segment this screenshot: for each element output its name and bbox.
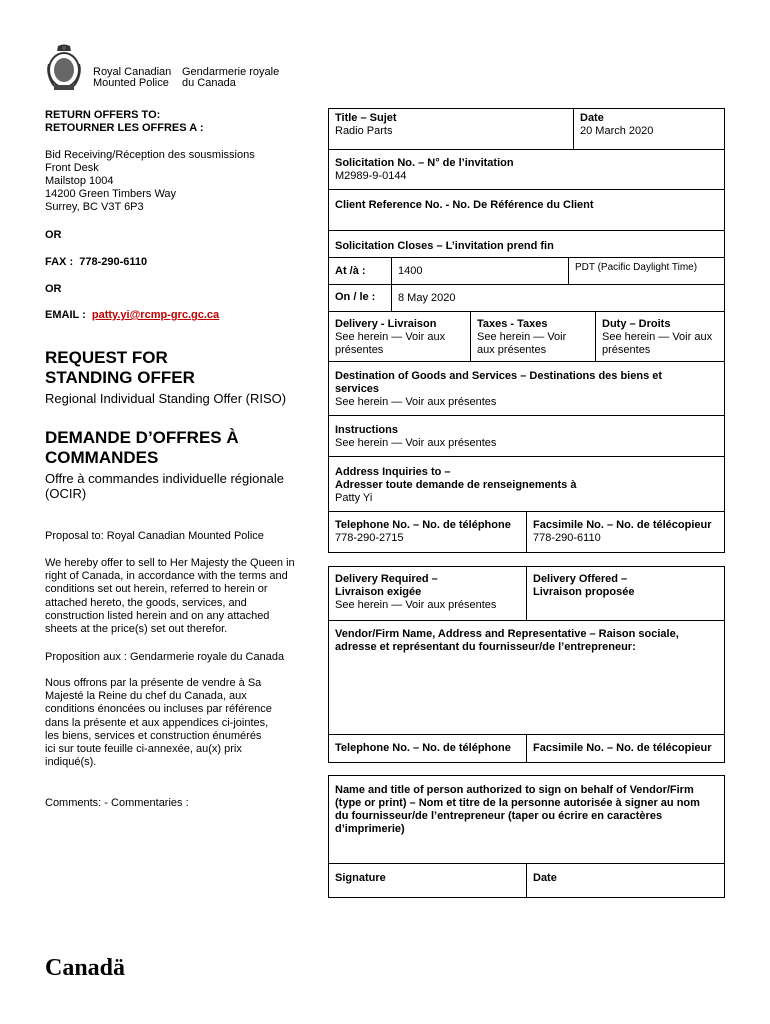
rcmp-crest-icon bbox=[44, 44, 84, 92]
canada-wordmark: Canadä bbox=[45, 955, 126, 981]
taxes-cell: Taxes - Taxes See herein — Voir aux présentes bbox=[470, 311, 596, 362]
email-line: EMAIL : patty.yi@rcmp-grc.gc.ca bbox=[45, 309, 220, 321]
facsimile-cell: Facsimile No. – No. de télécopieur 778-290-6110 bbox=[526, 511, 725, 553]
timezone-cell: PDT (Pacific Daylight Time) bbox=[568, 257, 725, 285]
authorized-person-field[interactable]: Name and title of person authorized to sign on behalf of Vendor/Firm (type or print) – Nom et titre de la personne autorisée à signer au nom du fournisseur/de l’entrepreneur (taper ou écrire en caractères d’imprimerie) bbox=[328, 775, 725, 864]
or-label-2: OR bbox=[45, 283, 62, 295]
signature-field[interactable]: Signature bbox=[328, 863, 527, 898]
vendor-facsimile-field[interactable]: Facsimile No. – No. de télécopieur bbox=[526, 734, 725, 763]
fax-line: FAX : 778-290-6110 bbox=[45, 256, 148, 268]
request-subtitle-fr: Offre à commandes individuelle régionale (OCIR) bbox=[45, 471, 284, 501]
comments-label: Comments: - Commentaries : bbox=[45, 797, 189, 809]
delivery-cell: Delivery - Livraison See herein — Voir aux présentes bbox=[328, 311, 471, 362]
vendor-info-field[interactable]: Vendor/Firm Name, Address and Representative – Raison sociale, adresse et représentant du fournisseur/de l’entrepreneur: bbox=[328, 620, 725, 735]
request-subtitle: Regional Individual Standing Offer (RISO) bbox=[45, 391, 287, 406]
offer-text-fr: Nous offrons par la présente de vendre à Sa Majesté la Reine du chef du Canada, aux conditions énoncées ou incluses par référence dans la présente et aux appendices ci-jointes, les biens, services et construction énumérés ici sur toute feuille ci-annexée, au(x) prix indiqué(s). bbox=[45, 677, 272, 769]
solicitation-cell: Solicitation No. – N° de l’invitation M2989-9-0144 bbox=[328, 149, 725, 190]
on-date-cell: 8 May 2020 bbox=[391, 284, 725, 312]
vendor-telephone-field[interactable]: Telephone No. – No. de téléphone bbox=[328, 734, 527, 763]
address-inquiries-cell: Address Inquiries to – Adresser toute demande de renseignements à Patty Yi bbox=[328, 456, 725, 512]
title-cell: Title – Sujet Radio Parts bbox=[328, 108, 574, 150]
email-link[interactable]: patty.yi@rcmp-grc.gc.ca bbox=[91, 309, 220, 321]
signature-date-field[interactable]: Date bbox=[526, 863, 725, 898]
at-time-cell: 1400 bbox=[391, 257, 569, 285]
solicitation-closes-cell: Solicitation Closes – L’invitation prend fin bbox=[328, 230, 725, 258]
offer-text-en: We hereby offer to sell to Her Majesty the Queen in right of Canada, in accordance with the terms and conditions set out herein, referred to herein or attached hereto, the goods, services, and construction listed herein and on any attached sheets at the price(s) set out therefor. bbox=[45, 557, 295, 636]
request-title: REQUEST FOR STANDING OFFER bbox=[45, 348, 195, 387]
on-label-cell: On / le : bbox=[328, 284, 392, 312]
date-cell: Date 20 March 2020 bbox=[573, 108, 725, 150]
at-label-cell: At /à : bbox=[328, 257, 392, 285]
org-name-fr: Gendarmerie royale du Canada bbox=[182, 66, 280, 89]
proposal-to-fr: Proposition aux : Gendarmerie royale du Canada bbox=[45, 651, 285, 663]
telephone-cell: Telephone No. – No. de téléphone 778-290-2715 bbox=[328, 511, 527, 553]
return-offers-title: RETURN OFFERS TO: RETOURNER LES OFFRES A : bbox=[45, 109, 204, 134]
org-name-en: Royal Canadian Mounted Police bbox=[93, 66, 172, 89]
return-address: Bid Receiving/Réception des sousmissions Front Desk Mailstop 1004 14200 Green Timbers Way Surrey, BC V3T 6P3 bbox=[45, 149, 255, 213]
destination-cell: Destination of Goods and Services – Destinations des biens et services See herein — Voir aux présentes bbox=[328, 361, 725, 416]
delivery-required-cell: Delivery Required – Livraison exigée See herein — Voir aux présentes bbox=[328, 566, 527, 621]
client-reference-cell: Client Reference No. - No. De Référence du Client bbox=[328, 189, 725, 231]
proposal-to-en: Proposal to: Royal Canadian Mounted Police bbox=[45, 530, 264, 542]
or-label: OR bbox=[45, 229, 62, 241]
delivery-offered-cell[interactable]: Delivery Offered – Livraison proposée bbox=[526, 566, 725, 621]
instructions-cell: Instructions See herein — Voir aux présentes bbox=[328, 415, 725, 457]
duty-cell: Duty – Droits See herein — Voir aux présentes bbox=[595, 311, 725, 362]
request-title-fr: DEMANDE D’OFFRES À COMMANDES bbox=[45, 428, 239, 467]
